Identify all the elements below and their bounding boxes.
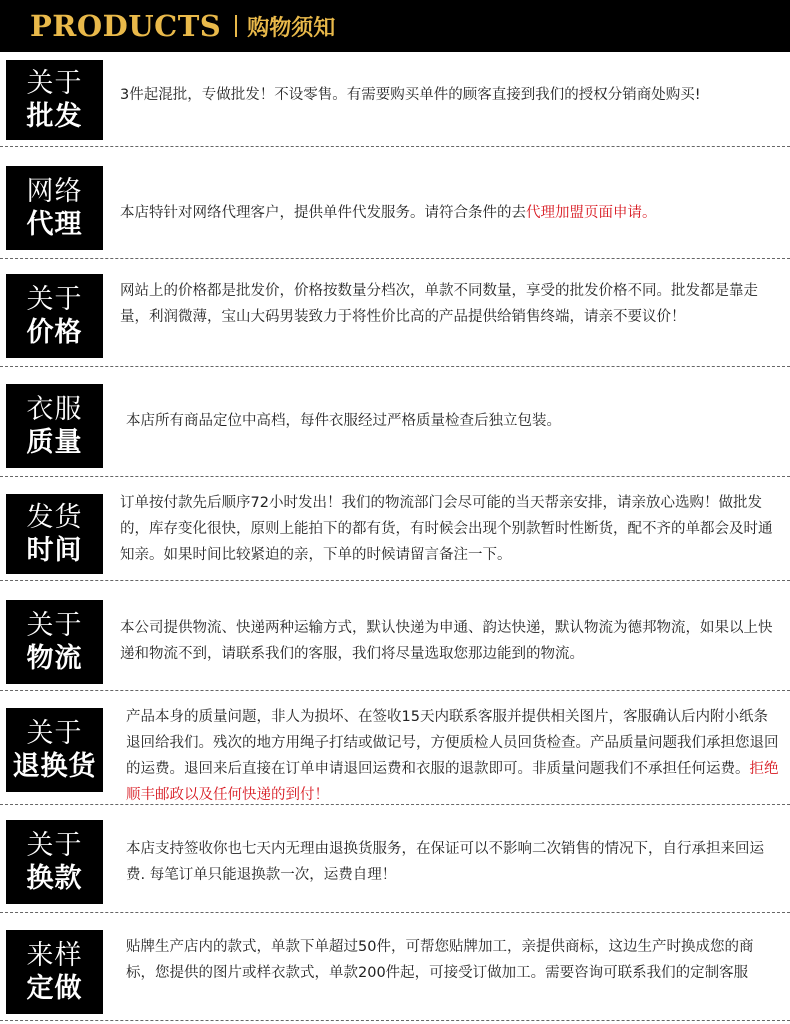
section-text bbox=[126, 704, 780, 808]
section-text-body: 本店所有商品定位中高档，每件衣服经过严格质量检查后独立包装。 bbox=[126, 413, 561, 429]
section-label-top: 衣服 bbox=[26, 394, 83, 425]
divider bbox=[0, 258, 790, 259]
section-label-bottom: 换款 bbox=[26, 863, 83, 894]
section-text-body: 本店特针对网络代理客户，提供单件代发服务。请符合条件的去 bbox=[120, 205, 526, 221]
section-label-bottom: 批发 bbox=[26, 101, 83, 132]
divider bbox=[0, 580, 790, 581]
divider bbox=[0, 804, 790, 805]
section-label-bottom: 价格 bbox=[26, 317, 83, 348]
section-label bbox=[6, 60, 103, 140]
section-label bbox=[6, 384, 103, 468]
section-warning-text: 拒绝顺丰邮政以及任何快递的到付！ bbox=[126, 761, 779, 803]
section-text-body: 网站上的价格都是批发价，价格按数量分档次，单款不同数量，享受的批发价格不同。批发都是靠走量，利润微薄，宝山大码男装致力于将性价比高的产品提供给销售终端，请亲不要议价！ bbox=[120, 283, 758, 325]
section-label bbox=[6, 166, 103, 250]
section-label-top: 关于 bbox=[26, 830, 83, 861]
section-label-top: 关于 bbox=[26, 68, 83, 99]
header-separator bbox=[235, 15, 237, 37]
section-label bbox=[6, 494, 103, 574]
section-text bbox=[120, 615, 780, 667]
divider bbox=[0, 912, 790, 913]
section-label-bottom: 时间 bbox=[26, 535, 83, 566]
section-label-top: 关于 bbox=[26, 284, 83, 315]
divider bbox=[0, 690, 790, 691]
section-text-body: 贴牌生产店内的款式，单款下单超过50件，可帮您贴牌加工，亲提供商标，这边生产时换成您的商标，您提供的图片或样衣款式，单款200件起，可接受订做加工。需要咨询可联系我们的定制客服 bbox=[126, 939, 754, 981]
section-text bbox=[120, 490, 780, 568]
section-label bbox=[6, 708, 103, 792]
section-text-body: 产品本身的质量问题，非人为损坏、在签收15天内联系客服并提供相关图片，客服确认后内附小纸条退回给我们。残次的地方用绳子打结或做记号，方便质检人员回货检查。产品质量问题我们承担您退回的运费。退回来后直接在订单申请退回运费和衣服的退款即可。非质量问题我们不承担任何运费。 bbox=[126, 709, 779, 777]
section-text bbox=[120, 82, 780, 108]
section-label-top: 关于 bbox=[26, 718, 83, 749]
section-text-body: 订单按付款先后顺序72小时发出！我们的物流部门会尽可能的当天帮亲安排，请亲放心选购！做批发的，库存变化很快，原则上能拍下的都有货，有时候会出现个别款暂时性断货，配不齐的单都会及时通知亲。如果时间比较紧迫的亲，下单的时候请留言备注一下。 bbox=[120, 495, 773, 563]
section-label-bottom: 退换货 bbox=[12, 751, 97, 782]
section-text bbox=[126, 836, 766, 888]
section-text bbox=[120, 200, 780, 226]
section-text bbox=[126, 934, 770, 986]
page-header bbox=[0, 0, 790, 52]
section-label-bottom: 物流 bbox=[26, 643, 83, 674]
section-text bbox=[126, 408, 786, 434]
section-label-top: 关于 bbox=[26, 610, 83, 641]
section-text-body: 本公司提供物流、快递两种运输方式，默认快递为申通、韵达快递，默认物流为德邦物流，如果以上快递和物流不到，请联系我们的客服，我们将尽量选取您那边能到的物流。 bbox=[120, 620, 773, 662]
section-label-bottom: 定做 bbox=[26, 973, 83, 1004]
section-label-top: 发货 bbox=[26, 502, 83, 533]
divider bbox=[0, 476, 790, 477]
divider bbox=[0, 1020, 790, 1021]
section-label-bottom: 质量 bbox=[26, 427, 83, 458]
header-title-cn: 购物须知 bbox=[247, 15, 336, 41]
section-label-bottom: 代理 bbox=[26, 209, 83, 240]
agency-apply-link[interactable]: 代理加盟页面申请。 bbox=[526, 205, 657, 221]
section-text bbox=[120, 278, 780, 330]
section-label bbox=[6, 820, 103, 904]
divider bbox=[0, 366, 790, 367]
section-label bbox=[6, 600, 103, 684]
section-text-body: 3件起混批，专做批发！不设零售。有需要购买单件的顾客直接到我们的授权分销商处购买! bbox=[120, 87, 701, 103]
section-label-top: 来样 bbox=[26, 940, 83, 971]
section-label-top: 网络 bbox=[26, 176, 83, 207]
section-text-body: 本店支持签收你也七天内无理由退换货服务，在保证可以不影响二次销售的情况下，自行承担来回运费. 每笔订单只能退换款一次，运费自理！ bbox=[126, 841, 764, 883]
divider bbox=[0, 146, 790, 147]
section-label bbox=[6, 930, 103, 1014]
section-label bbox=[6, 274, 103, 358]
header-title-en: PRODUCTS bbox=[30, 9, 222, 43]
